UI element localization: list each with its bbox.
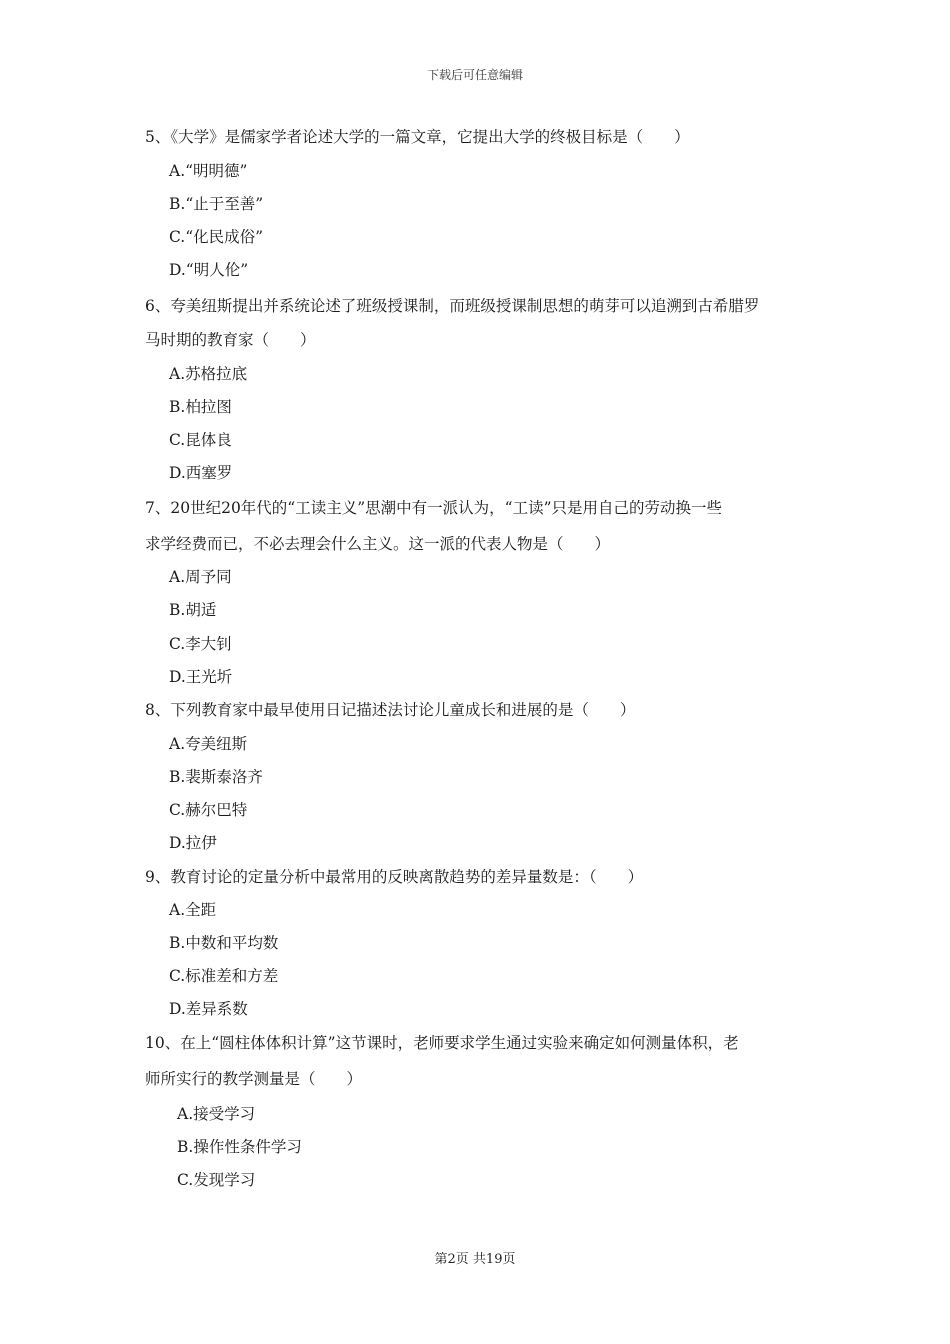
- question-10-option-b: B.操作性条件学习: [177, 1138, 302, 1156]
- question-6-text-line-2: 马时期的教育家（ ）: [145, 331, 316, 349]
- question-9-option-c: C.标准差和方差: [169, 967, 279, 985]
- question-7-option-d: D.王光圻: [169, 668, 233, 686]
- question-6-option-d: D.西塞罗: [169, 464, 233, 482]
- question-9-option-d: D.差异系数: [169, 1000, 248, 1018]
- question-10-option-c: C.发现学习: [177, 1171, 256, 1189]
- question-5-text: 5、《大学》是儒家学者论述大学的一篇文章，它提出大学的终极目标是（ ）: [145, 128, 690, 146]
- question-6-text-line-1: 6、夸美纽斯提出并系统论述了班级授课制，而班级授课制思想的萌芽可以追溯到古希腊罗: [145, 297, 760, 315]
- question-5-option-b: B.“止于至善”: [169, 195, 264, 213]
- question-10-text-line-2: 师所实行的教学测量是（ ）: [145, 1070, 363, 1088]
- question-5-option-a: A.“明明德”: [169, 162, 248, 180]
- page-footer: 第2页 共19页: [434, 1252, 516, 1267]
- question-10-option-a: A.接受学习: [177, 1105, 256, 1123]
- question-10-text-line-1: 10、在上“圆柱体体积计算”这节课时，老师要求学生通过实验来确定如何测量体积，老: [145, 1034, 739, 1052]
- question-7-option-c: C.李大钊: [169, 635, 232, 653]
- question-6-option-c: C.昆体良: [169, 431, 232, 449]
- question-8-option-b: B.裴斯泰洛齐: [169, 768, 263, 786]
- page-header: 下载后可任意编辑: [426, 68, 523, 82]
- question-7-option-b: B.胡适: [169, 601, 217, 619]
- question-5-option-c: C.“化民成俗”: [169, 228, 264, 246]
- question-7-text-line-1: 7、20世纪20年代的“工读主义”思潮中有一派认为，“工读”只是用自己的劳动换一些: [145, 499, 723, 517]
- question-8-option-d: D.拉伊: [169, 834, 217, 852]
- question-9-text: 9、教育讨论的定量分析中最常用的反映离散趋势的差异量数是：（ ）: [145, 868, 644, 886]
- question-7-option-a: A.周予同: [169, 568, 232, 586]
- question-9-option-a: A.全距: [169, 901, 217, 919]
- question-9-option-b: B.中数和平均数: [169, 934, 279, 952]
- question-8-option-c: C.赫尔巴特: [169, 801, 248, 819]
- question-8-option-a: A.夸美纽斯: [169, 735, 248, 753]
- question-7-text-line-2: 求学经费而已，不必去理会什么主义。这一派的代表人物是（ ）: [145, 535, 611, 553]
- question-8-text: 8、下列教育家中最早使用日记描述法讨论儿童成长和进展的是（ ）: [145, 701, 636, 719]
- question-5-option-d: D.“明人伦”: [169, 261, 249, 279]
- question-6-option-a: A.苏格拉底: [169, 365, 248, 383]
- question-6-option-b: B.柏拉图: [169, 398, 232, 416]
